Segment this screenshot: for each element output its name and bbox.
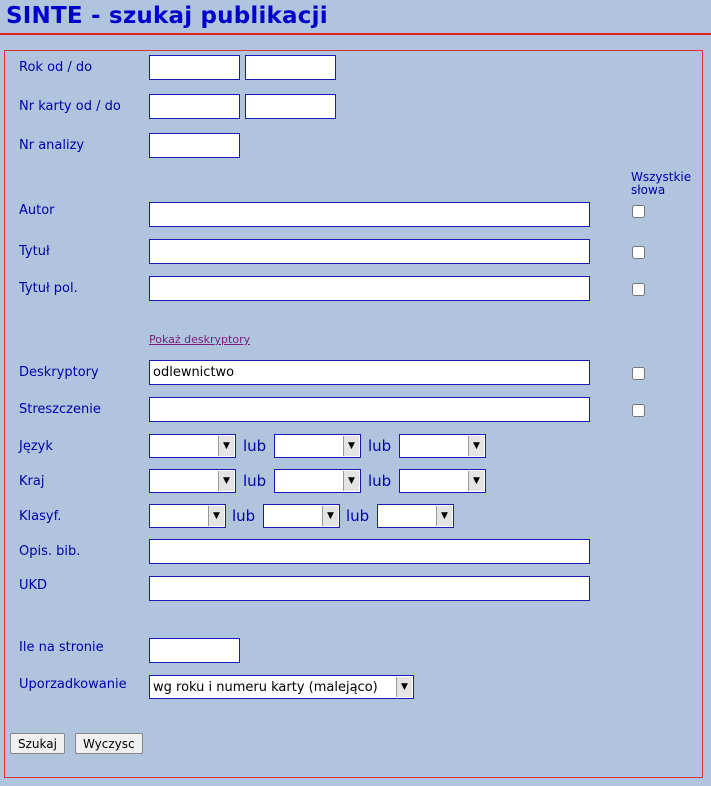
chevron-down-icon: ▼ bbox=[436, 506, 452, 526]
abstract-label: Streszczenie bbox=[19, 402, 101, 417]
author-all-words-checkbox[interactable] bbox=[632, 205, 645, 218]
or-label: lub bbox=[232, 507, 256, 525]
chevron-down-icon: ▼ bbox=[468, 471, 484, 491]
title-all-words-checkbox[interactable] bbox=[632, 246, 645, 259]
year-to-input[interactable] bbox=[245, 55, 336, 80]
all-words-header bbox=[631, 171, 691, 197]
analysis-number-input[interactable] bbox=[149, 133, 240, 158]
or-label: lub bbox=[243, 437, 267, 455]
author-label: Autor bbox=[19, 203, 55, 218]
language-select-1[interactable] bbox=[149, 434, 236, 458]
descriptors-input[interactable] bbox=[149, 360, 590, 385]
bib-description-label: Opis. bib. bbox=[19, 544, 81, 559]
title-input[interactable] bbox=[149, 239, 590, 264]
per-page-input[interactable] bbox=[149, 638, 240, 663]
polish-title-input[interactable] bbox=[149, 276, 590, 301]
card-to-input[interactable] bbox=[245, 94, 336, 119]
all-words-header-line2: słowa bbox=[631, 183, 666, 197]
card-range-label: Nr karty od / do bbox=[19, 99, 121, 114]
sort-order-value: wg roku i numeru karty (malejąco) bbox=[153, 680, 378, 695]
classification-select-1[interactable] bbox=[149, 504, 226, 528]
chevron-down-icon: ▼ bbox=[343, 471, 359, 491]
page-title: SINTE - szukaj publikacji bbox=[6, 3, 328, 29]
polish-title-all-words-checkbox[interactable] bbox=[632, 283, 645, 296]
descriptors-label: Deskryptory bbox=[19, 365, 99, 380]
language-select-3[interactable] bbox=[399, 434, 486, 458]
chevron-down-icon: ▼ bbox=[322, 506, 338, 526]
chevron-down-icon: ▼ bbox=[343, 436, 359, 456]
abstract-input[interactable] bbox=[149, 397, 590, 422]
or-label: lub bbox=[368, 472, 392, 490]
per-page-label: Ile na stronie bbox=[19, 640, 104, 655]
author-input[interactable] bbox=[149, 202, 590, 227]
year-from-input[interactable] bbox=[149, 55, 240, 80]
classification-select-3[interactable] bbox=[377, 504, 454, 528]
country-label: Kraj bbox=[19, 474, 45, 489]
analysis-number-label: Nr analizy bbox=[19, 138, 85, 153]
chevron-down-icon: ▼ bbox=[218, 471, 234, 491]
classification-select-2[interactable] bbox=[263, 504, 340, 528]
chevron-down-icon: ▼ bbox=[218, 436, 234, 456]
descriptors-all-words-checkbox[interactable] bbox=[632, 367, 645, 380]
show-descriptors-link[interactable]: Pokaż deskryptory bbox=[149, 333, 251, 346]
ukd-input[interactable] bbox=[149, 576, 590, 601]
country-select-1[interactable] bbox=[149, 469, 236, 493]
year-range-label: Rok od / do bbox=[19, 60, 93, 75]
ukd-label: UKD bbox=[19, 578, 48, 593]
or-label: lub bbox=[243, 472, 267, 490]
country-select-2[interactable] bbox=[274, 469, 361, 493]
language-select-2[interactable] bbox=[274, 434, 361, 458]
bib-description-input[interactable] bbox=[149, 539, 590, 564]
all-words-header-line1: Wszystkie bbox=[631, 170, 692, 184]
clear-button[interactable]: Wyczysc bbox=[75, 733, 143, 754]
search-button[interactable]: Szukaj bbox=[10, 733, 65, 754]
abstract-all-words-checkbox[interactable] bbox=[632, 404, 645, 417]
chevron-down-icon: ▼ bbox=[396, 677, 412, 697]
sort-order-label: Uporzadkowanie bbox=[19, 677, 127, 692]
title-label: Tytuł bbox=[19, 244, 50, 259]
or-label: lub bbox=[346, 507, 370, 525]
title-divider bbox=[0, 33, 711, 35]
language-label: Język bbox=[19, 439, 53, 454]
classification-label: Klasyf. bbox=[19, 509, 62, 524]
chevron-down-icon: ▼ bbox=[468, 436, 484, 456]
or-label: lub bbox=[368, 437, 392, 455]
card-from-input[interactable] bbox=[149, 94, 240, 119]
country-select-3[interactable] bbox=[399, 469, 486, 493]
polish-title-label: Tytuł pol. bbox=[19, 281, 78, 296]
sort-order-select[interactable] bbox=[149, 675, 414, 699]
chevron-down-icon: ▼ bbox=[208, 506, 224, 526]
